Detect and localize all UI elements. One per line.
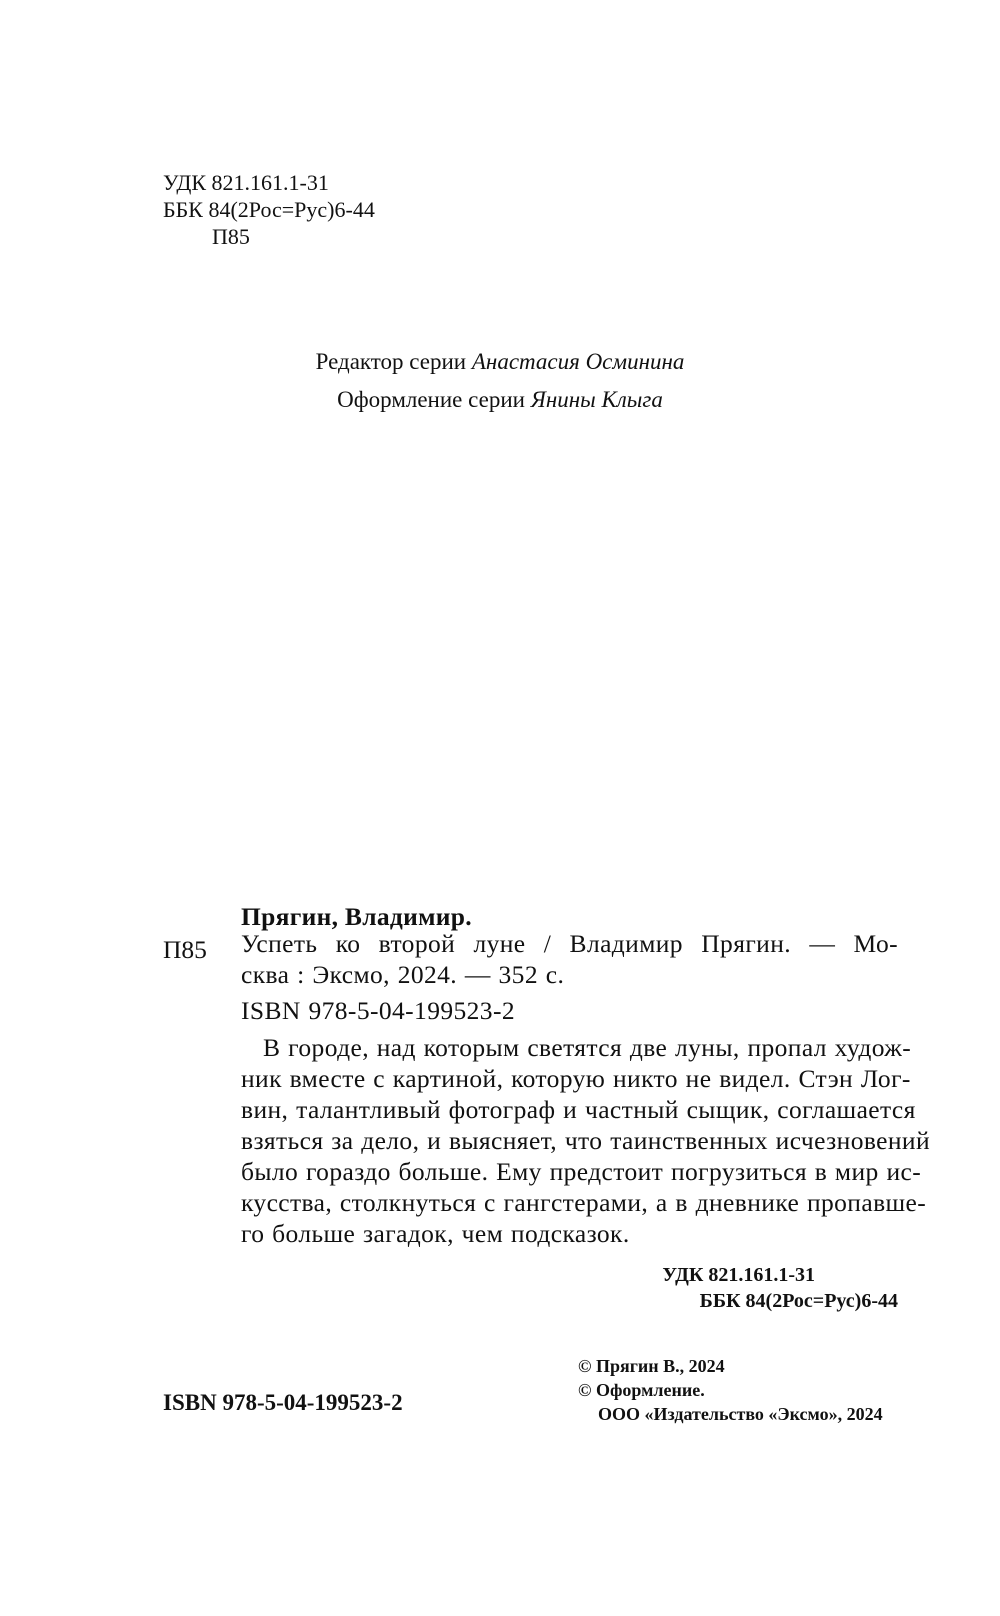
- title-line-1: Успеть ко второй луне / Владимир Прягин. — Мо-: [241, 929, 898, 958]
- annotation-line-1: В городе, над которым светятся две луны, пропал худож-: [263, 1033, 912, 1062]
- annotation-line-2: ник вместе с картиной, которую никто не видел. Стэн Лог-: [241, 1064, 911, 1093]
- editor-name: Анастасия Осминина: [471, 349, 685, 374]
- annotation-line-7: го больше загадок, чем подсказок.: [241, 1219, 630, 1248]
- top-bbk: ББК 84(2Рос=Рус)6-44: [163, 197, 375, 222]
- series-editor-line: [0, 349, 1000, 375]
- copyright-publisher: ООО «Издательство «Эксмо», 2024: [598, 1404, 883, 1424]
- copyright-author: © Прягин В., 2024: [578, 1356, 725, 1376]
- bottom-udk: УДК 821.161.1-31: [662, 1264, 815, 1286]
- design-label: Оформление серии: [337, 387, 525, 412]
- copyright-design: © Оформление.: [578, 1380, 705, 1400]
- annotation: [241, 1063, 931, 1249]
- series-design-line: [0, 387, 1000, 413]
- title-line-2: сква : Эксмо, 2024. — 352 с.: [241, 960, 565, 989]
- title-description-end: [241, 959, 898, 990]
- title-description: [241, 928, 898, 959]
- author-heading: Прягин, Владимир.: [241, 902, 472, 931]
- footer-isbn: ISBN 978-5-04-199523-2: [163, 1390, 403, 1415]
- top-author-sign: П85: [212, 224, 250, 249]
- annotation-first: [263, 1032, 912, 1063]
- design-name: Янины Клыга: [530, 387, 663, 412]
- annotation-line-6: кусства, столкнуться с гангстерами, а в дневнике пропавше-: [241, 1188, 927, 1217]
- bottom-bbk: ББК 84(2Рос=Рус)6-44: [699, 1290, 898, 1312]
- editor-label: Редактор серии: [315, 349, 467, 374]
- annotation-line-5: было гораздо больше. Ему предстоит погрузиться в мир ис-: [241, 1157, 922, 1186]
- record-author-sign: П85: [163, 935, 207, 964]
- annotation-line-4: взяться за дело, и выясняет, что таинственных исчезновений: [241, 1126, 931, 1155]
- record-isbn: ISBN 978-5-04-199523-2: [241, 996, 515, 1025]
- annotation-line-3: вин, талантливый фотограф и частный сыщик, соглашается: [241, 1095, 916, 1124]
- top-udk: УДК 821.161.1-31: [163, 170, 329, 195]
